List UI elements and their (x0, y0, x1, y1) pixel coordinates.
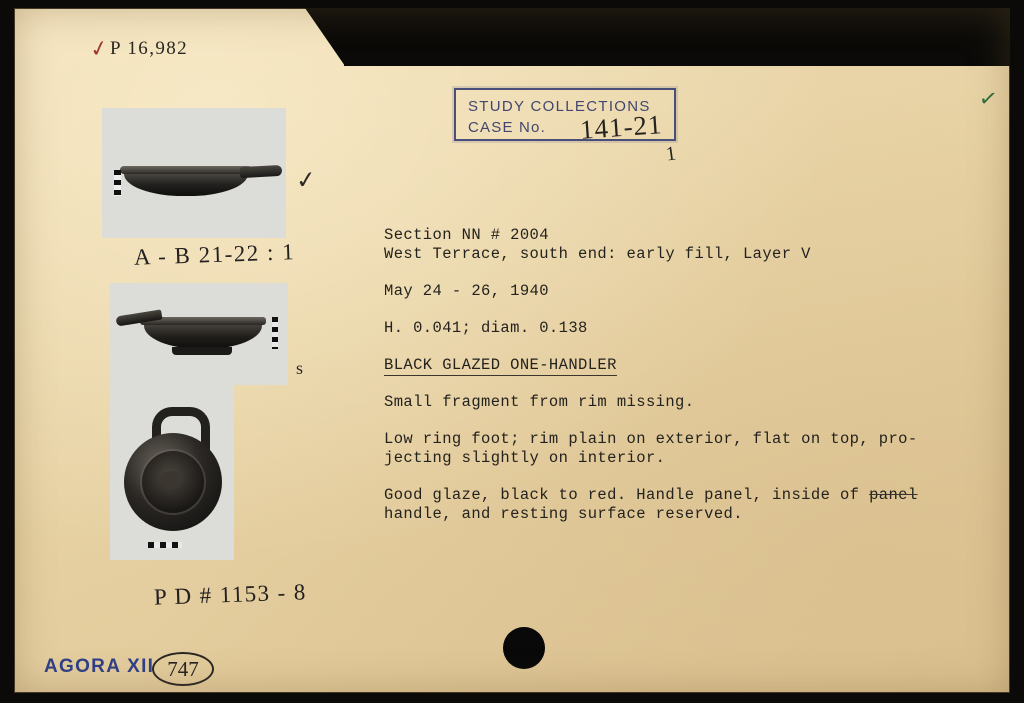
catalog-check-mark: ✓ (87, 34, 111, 63)
record-glaze-block (384, 486, 984, 524)
folder-tab-top-mask (344, 8, 1024, 66)
corner-check-mark: ✓ (977, 84, 1000, 113)
record-description-line-1: Low ring foot; rim plain on exterior, flat on top, pro- (384, 430, 918, 448)
photo-plan-view (110, 385, 234, 560)
photo-profile-handle-left (110, 283, 288, 385)
collection-label: AGORA XII (44, 656, 155, 677)
case-number-handwritten: 141-21 (579, 109, 664, 145)
record-date: May 24 - 26, 1940 (384, 282, 549, 300)
record-glaze-struck-word: panel (869, 486, 918, 504)
vessel-handle-shape (240, 165, 283, 178)
vessel-center-circle (160, 471, 182, 489)
record-description-line-2: jecting slightly on interior. (384, 449, 666, 467)
negative-reference-top: A - B 21-22 : 1 (133, 239, 296, 270)
scale-bar (114, 170, 121, 196)
record-title-block (384, 356, 984, 375)
record-dimensions: H. 0.041; diam. 0.138 (384, 319, 588, 337)
typed-record-block (384, 226, 984, 542)
record-provenance: West Terrace, south end: early fill, Layer V (384, 245, 811, 263)
catalog-number: P 16,982 (110, 38, 189, 59)
photo2-annotation-mark: s (296, 358, 304, 378)
case-number-sub-handwritten: 1 (664, 142, 678, 166)
vessel-rim-shape (120, 166, 252, 174)
stamp-line-1: STUDY COLLECTIONS (468, 98, 651, 115)
catalogue-card (14, 8, 1010, 693)
record-glaze-line-2: handle, and resting surface reserved. (384, 505, 743, 523)
scale-bar (148, 542, 182, 548)
vessel-foot-shape (172, 347, 232, 355)
record-condition: Small fragment from rim missing. (384, 393, 695, 411)
record-description-block (384, 430, 984, 468)
record-title: BLACK GLAZED ONE-HANDLER (384, 356, 617, 374)
punch-hole (503, 627, 545, 669)
photo1-check-mark: ✓ (294, 167, 318, 195)
record-section: Section NN # 2004 (384, 226, 549, 244)
collection-number-badge (152, 652, 214, 686)
negative-reference-bottom: P D # 1153 - 8 (153, 579, 308, 610)
record-glaze-line-1a: Good glaze, black to red. Handle panel, inside of (384, 486, 870, 504)
record-section-block (384, 226, 984, 264)
photo-profile-handle-right (102, 108, 286, 238)
collection-number: 747 (167, 657, 199, 681)
folder-tab-corner-cut (305, 8, 345, 66)
scale-bar (272, 317, 278, 349)
stamp-line-2: CASE No. (468, 119, 546, 136)
